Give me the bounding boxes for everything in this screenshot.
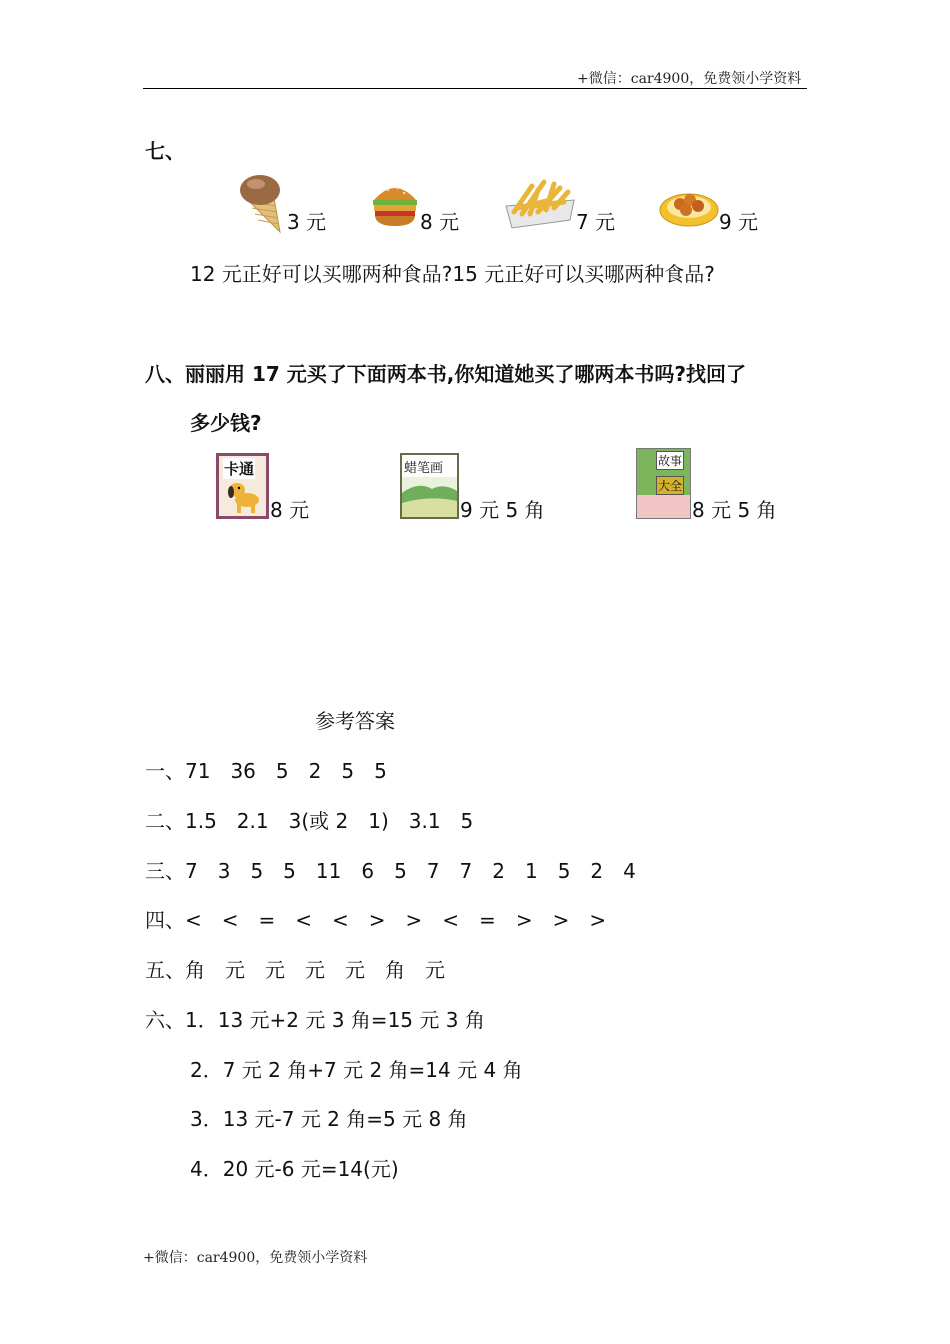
page-header: +微信：car4900，免费领小学资料: [577, 71, 802, 87]
question-8-line-1: 八、丽丽用 17 元买了下面两本书,你知道她买了哪两本书吗?找回了: [145, 362, 746, 386]
answer-line-6: 六、1．13 元+2 元 3 角=15 元 3 角: [145, 1008, 485, 1032]
question-7-label: 七、: [145, 139, 185, 163]
book-crayon-painting: [400, 453, 459, 519]
answer-line-5: 五、角 元 元 元 元 角 元: [145, 958, 445, 982]
answer-line-3: 三、7 3 5 5 11 6 5 7 7 2 1 5 2 4: [145, 859, 636, 883]
answer-line-1: 一、71 36 5 2 5 5: [145, 759, 387, 783]
answers-title: 参考答案: [315, 709, 395, 733]
book-story-title-bottom: 大全: [656, 476, 684, 495]
food-price-3: 7 元: [576, 210, 616, 234]
hamburger-icon: [370, 180, 420, 228]
food-price-1: 3 元: [287, 210, 327, 234]
question-8-line-2: 多少钱?: [190, 411, 262, 435]
answer-line-2: 二、1.5 2.1 3(或 2 1) 3.1 5: [145, 809, 474, 833]
question-7-text: 12 元正好可以买哪两种食品?15 元正好可以买哪两种食品?: [190, 262, 715, 286]
answer-sub-line-3: 3．13 元-7 元 2 角=5 元 8 角: [190, 1107, 468, 1131]
book-price-3: 8 元 5 角: [692, 498, 777, 522]
answer-sub-line-2: 2．7 元 2 角+7 元 2 角=14 元 4 角: [190, 1058, 523, 1082]
ice-cream-cone-icon: [236, 172, 288, 234]
food-price-2: 8 元: [420, 210, 460, 234]
book-price-1: 8 元: [270, 498, 310, 522]
book-cartoon: [216, 453, 269, 519]
answer-line-4: 四、< < = < < > > < = > > >: [145, 908, 607, 932]
book-price-2: 9 元 5 角: [460, 498, 545, 522]
book-story-collection: [636, 448, 691, 519]
book-crayon-title: 蜡笔画: [404, 461, 444, 476]
french-fries-icon: [504, 176, 576, 232]
fried-chicken-icon: [658, 184, 720, 228]
book-cartoon-title: 卡通: [224, 460, 255, 478]
answer-sub-line-4: 4．20 元-6 元=14(元): [190, 1157, 399, 1181]
book-story-title-top: 故事: [656, 451, 684, 470]
dog-cartoon-icon: [225, 480, 263, 514]
page-footer: +微信：car4900，免费领小学资料: [143, 1250, 368, 1266]
header-rule: [143, 88, 807, 89]
food-price-4: 9 元: [719, 210, 759, 234]
landscape-icon: [402, 477, 457, 517]
